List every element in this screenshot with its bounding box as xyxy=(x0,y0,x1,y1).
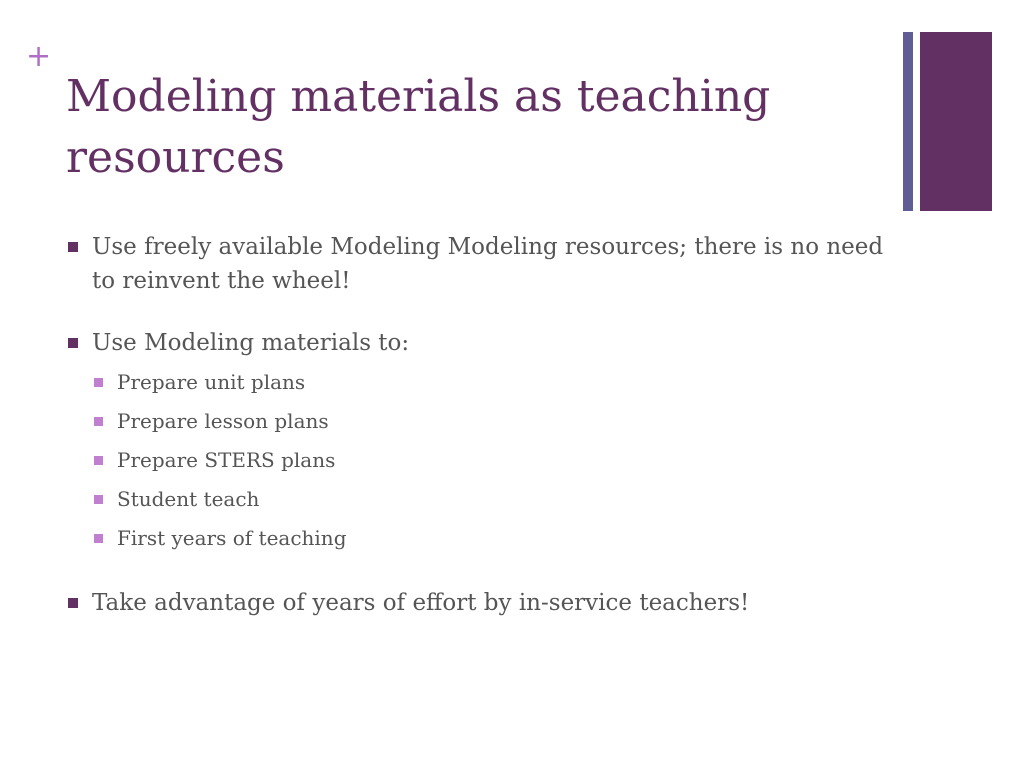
accent-bar-thin xyxy=(903,32,913,211)
bullet-text: Take advantage of years of effort by in-service teachers! xyxy=(92,590,750,616)
bullet-text: Use Modeling materials to: xyxy=(92,330,410,356)
square-sub-bullet-icon xyxy=(94,417,103,426)
sub-bullet-text: First years of teaching xyxy=(117,526,347,550)
square-bullet-icon xyxy=(68,338,78,348)
sub-bullet-item xyxy=(92,519,886,558)
sub-bullet-text: Prepare unit plans xyxy=(117,370,306,394)
accent-bar-thick xyxy=(920,32,992,211)
square-bullet-icon xyxy=(68,598,78,608)
sub-bullet-text: Prepare STERS plans xyxy=(117,448,336,472)
accent-bars xyxy=(903,32,992,211)
square-bullet-icon xyxy=(68,242,78,252)
sub-bullet-item xyxy=(92,402,886,441)
slide-content xyxy=(66,230,886,620)
square-sub-bullet-icon xyxy=(94,495,103,504)
square-sub-bullet-icon xyxy=(94,456,103,465)
sub-bullet-item xyxy=(92,363,886,402)
square-sub-bullet-icon xyxy=(94,534,103,543)
sub-bullet-text: Student teach xyxy=(117,487,260,511)
sub-bullet-list xyxy=(92,363,886,558)
sub-bullet-text: Prepare lesson plans xyxy=(117,409,329,433)
bullet-item xyxy=(66,586,886,620)
bullet-item xyxy=(66,230,886,298)
sub-bullet-item xyxy=(92,480,886,519)
bullet-item xyxy=(66,326,886,558)
slide-title: Modeling materials as teaching resources xyxy=(66,71,771,183)
square-sub-bullet-icon xyxy=(94,378,103,387)
sub-bullet-item xyxy=(92,441,886,480)
plus-icon: + xyxy=(26,39,52,74)
bullet-text: Use freely available Modeling Modeling resources; there is no need to reinvent the wheel! xyxy=(92,234,884,294)
